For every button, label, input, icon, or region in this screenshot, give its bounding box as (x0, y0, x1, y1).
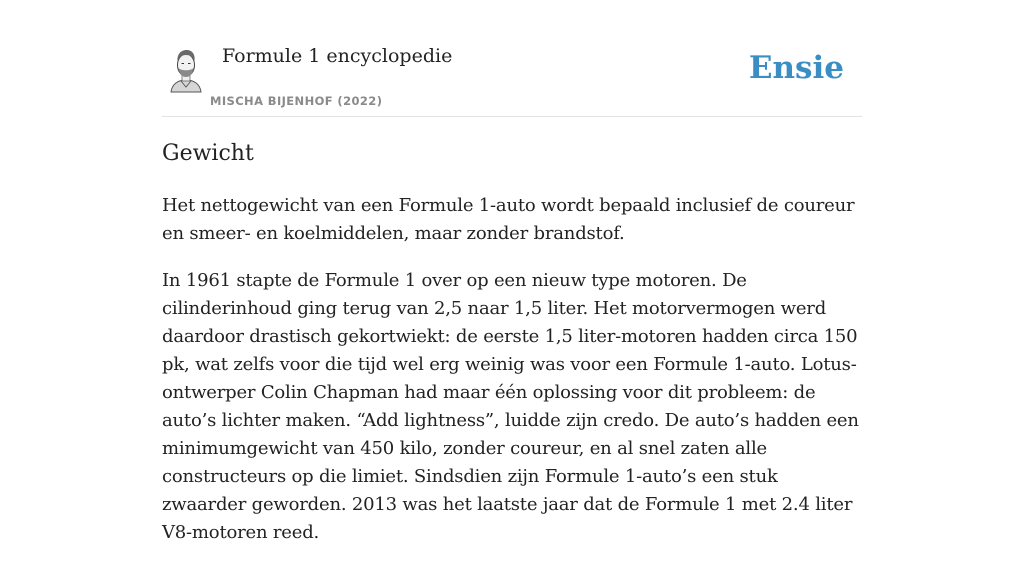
author-name[interactable]: MISCHA BIJENHOF (2022) (210, 94, 383, 108)
ensie-logo[interactable]: Ensie (748, 50, 844, 86)
author-avatar-icon (168, 47, 204, 93)
entry-paragraph: In 1961 stapte de Formule 1 over op een nieuw type motoren. De cilinderinhoud ging terug van 2,5 naar 1,5 liter. Het motorvermogen werd daardoor drastisch gekortwiekt: de eerste 1,5 liter-motoren hadden circa 150 pk, wat zelfs voor die tijd wel erg weinig was voor een Formule 1-auto. Lotus-ontwerper Colin Chapman had maar één oplossing voor dit probleem: de auto’s lichter maken. “Add lightness”, luidde zijn credo. De auto’s hadden een minimumgewicht van 450 kilo, zonder coureur, en al snel zaten alle constructeurs op die limiet. Sindsdien zijn Formule 1-auto’s een stuk zwaarder geworden. 2013 was het laatste jaar dat de Formule 1 met 2.4 liter V8-motoren reed. (162, 270, 859, 543)
entry-content (162, 138, 862, 566)
book-title[interactable]: Formule 1 encyclopedie (222, 45, 453, 67)
entry-title: Gewicht (162, 141, 254, 166)
entry-paragraph: Het nettogewicht van een Formule 1-auto wordt bepaald inclusief de coureur en smeer- en koelmiddelen, maar zonder brandstof. (162, 195, 855, 244)
header (162, 0, 862, 117)
